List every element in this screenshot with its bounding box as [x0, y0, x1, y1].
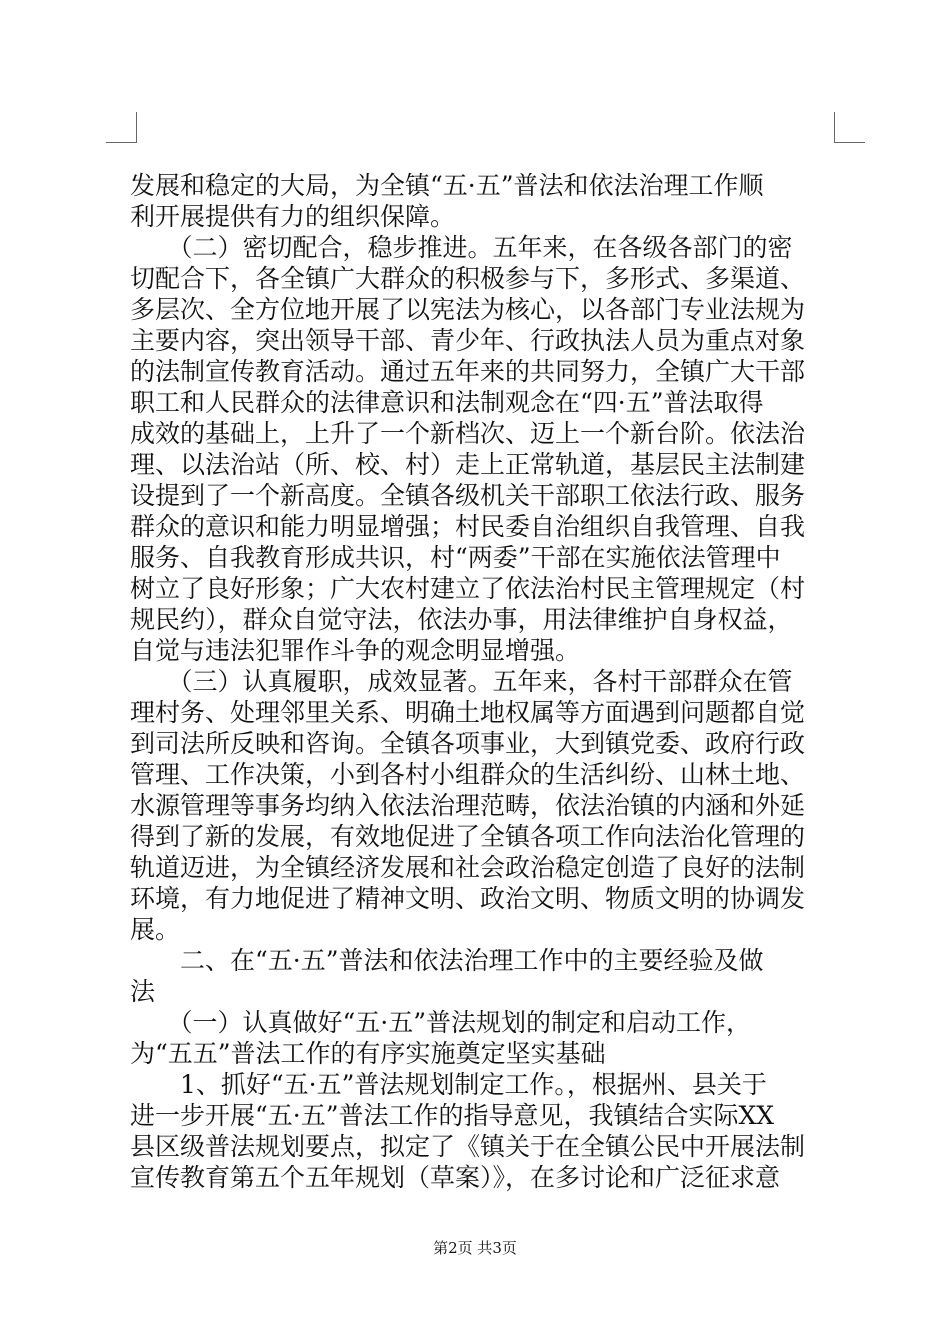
- text-line: 的法制宣传教育活动。通过五年来的共同努力，全镇广大干部: [130, 357, 806, 386]
- text-line: 发展和稳定的大局，为全镇“五·五”普法和依法治理工作顺: [130, 171, 764, 200]
- text-line: 自觉与违法犯罪作斗争的观念明显增强。: [130, 636, 581, 665]
- text-line: 理村务、处理邻里关系、明确土地权属等方面遇到问题都自觉: [130, 698, 806, 727]
- text-line: 进一步开展“五·五”普法工作的指导意见，我镇结合实际XX: [130, 1101, 775, 1130]
- text-line: 到司法所反映和咨询。全镇各项事业，大到镇党委、政府行政: [130, 729, 806, 758]
- text-line: 树立了良好形象；广大农村建立了依法治村民主管理规定（村: [130, 574, 806, 603]
- text-line: 水源管理等事务均纳入依法治理范畴，依法治镇的内涵和外延: [130, 791, 806, 820]
- text-line: 职工和人民群众的法律意识和法制观念在“四·五”普法取得: [130, 388, 764, 417]
- text-line: 得到了新的发展，有效地促进了全镇各项工作向法治化管理的: [130, 822, 806, 851]
- text-line: 服务、自我教育形成共识，村“两委”干部在实施依法管理中: [130, 543, 781, 572]
- text-line: 理、以法治站（所、校、村）走上正常轨道，基层民主法制建: [130, 450, 806, 479]
- text-line: 法: [130, 977, 156, 1006]
- text-line: 1、抓好“五·五”普法规划制定工作。，根据州、县关于: [130, 1070, 767, 1099]
- text-line: 为“五五”普法工作的有序实施奠定坚实基础: [130, 1039, 606, 1068]
- text-line: （一）认真做好“五·五”普法规划的制定和启动工作，: [130, 1008, 752, 1037]
- crop-mark-top-right: [834, 112, 865, 143]
- text-line: （三）认真履职，成效显著。五年来，各村干部群众在管: [130, 667, 793, 696]
- text-line: 环境，有力地促进了精神文明、政治文明、物质文明的协调发: [130, 884, 806, 913]
- page-number-footer: 第2页 共3页: [433, 1239, 517, 1257]
- text-line: 宣传教育第五个五年规划（草案）》，在多讨论和广泛征求意: [130, 1163, 781, 1192]
- text-line: 规民约），群众自觉守法，依法办事，用法律维护自身权益，: [130, 605, 793, 634]
- text-line: 管理、工作决策，小到各村小组群众的生活纠纷、山林土地、: [130, 760, 806, 789]
- text-line: 主要内容，突出领导干部、青少年、行政执法人员为重点对象: [130, 326, 806, 355]
- text-line: 多层次、全方位地开展了以宪法为核心，以各部门专业法规为: [130, 295, 806, 324]
- crop-mark-top-left: [106, 112, 137, 143]
- text-line: 利开展提供有力的组织保障。: [130, 202, 456, 231]
- text-line: 二、在“五·五”普法和依法治理工作中的主要经验及做: [130, 946, 764, 975]
- text-line: 县区级普法规划要点，拟定了《镇关于在全镇公民中开展法制: [130, 1132, 806, 1161]
- text-line: 设提到了一个新高度。全镇各级机关干部职工依法行政、服务: [130, 481, 806, 510]
- text-line: 成效的基础上，上升了一个新档次、迈上一个新台阶。依法治: [130, 419, 806, 448]
- text-line: 展。: [130, 915, 181, 944]
- text-line: 轨道迈进，为全镇经济发展和社会政治稳定创造了良好的法制: [130, 853, 806, 882]
- body-text: [130, 170, 834, 1193]
- text-line: （二）密切配合，稳步推进。五年来，在各级各部门的密: [130, 233, 793, 262]
- text-line: 切配合下，各全镇广大群众的积极参与下，多形式、多渠道、: [130, 264, 806, 293]
- text-line: 群众的意识和能力明显增强；村民委自治组织自我管理、自我: [130, 512, 806, 541]
